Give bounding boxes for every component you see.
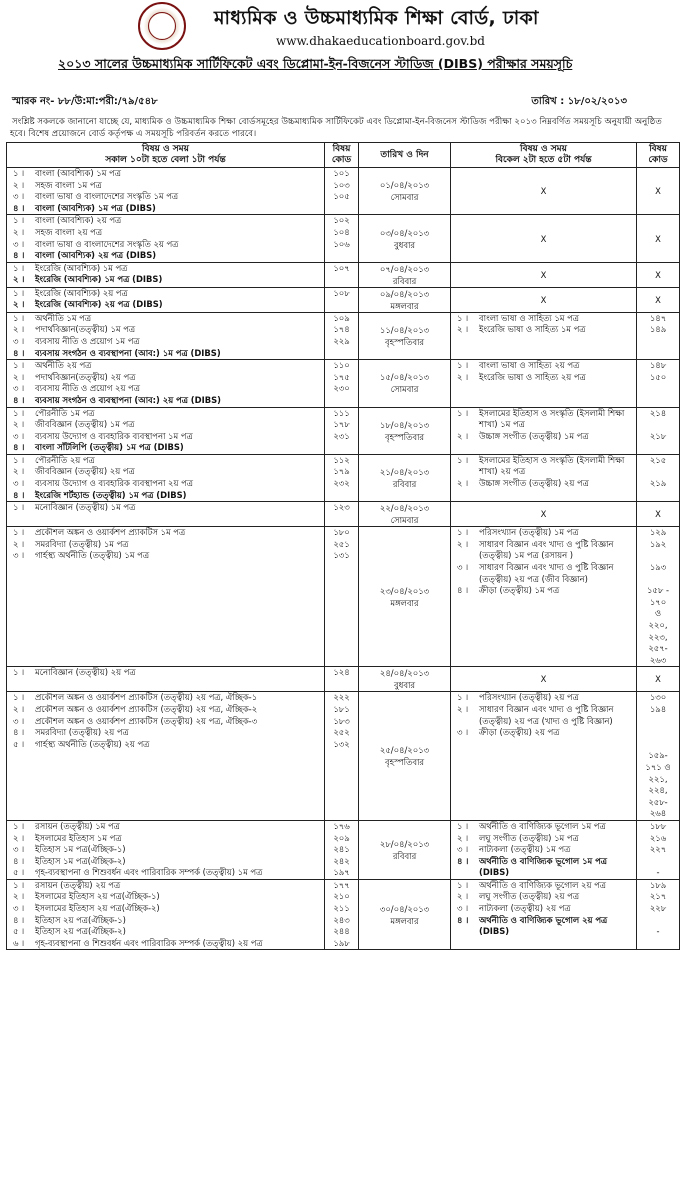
subject-code [639,716,677,728]
subject-code: ১৭৭ [333,879,350,890]
subject-code: ২৩১ [333,430,350,441]
subject-code: ও [654,608,662,619]
subject-code: ১০৮ [333,287,350,298]
exam-title: ২০১৩ সালের উচ্চমাধ্যমিক সার্টিফিকেট এবং ডিপ্লোমা-ইন-বিজনেস স্টাডিজ (DIBS) পরীক্ষার সময়সূচি [58,56,573,71]
subject-line: ১ । ইংরেজি (আবশ্যিক) ২য় পত্র [13,287,128,298]
table-row [7,820,680,879]
subject-line: ১ । ইসলামের ইতিহাস ও সংস্কৃতি (ইসলামী শিক্ষা শাখা) ১ম পত্র [457,407,625,430]
subject-code: ২২৪, [648,785,668,796]
code-header: বিষয় কোড [325,143,359,168]
subject-line: ২ । লঘু সংগীত (তত্ত্বীয়) ১ম পত্র [457,832,579,843]
subject-code: ১৮৩ [333,715,350,726]
subject-code: ১৮০ [333,527,350,538]
afternoon-header: বিষয় ও সময় বিকেল ২টা হতে ৫টা পর্যন্ত [451,143,637,168]
subject-code: ২১৬ [649,832,667,843]
subject-line: ২ । ইংরেজি (আবশ্যিক) ২য় পত্র (DIBS) [13,299,163,310]
subject-line: ২ । ইংরেজি ভাষা ও সাহিত্য ১ম পত্র [457,324,586,335]
morning-header: বিষয় ও সময় সকাল ১০টা হতে বেলা ১টা পর্যন্ত [7,143,325,168]
subject-line: ২ । ইংরেজি ভাষা ও সাহিত্য ২য় পত্র [457,371,586,382]
table-row [7,407,680,454]
subject-line: ১ । মনোবিজ্ঞান (তত্ত্বীয়) ১ম পত্র [13,502,136,513]
table-row [7,360,680,407]
subject-code [639,915,677,927]
subject-line: ২ । সহজ বাংলা ১ম পত্র [13,179,102,190]
subject-code: - [656,867,660,878]
subject-line: ৪ । ইতিহাস ১ম পত্র(ঐচ্ছিক-২) [13,855,126,866]
subject-code: ১২৯ [649,527,667,538]
subject-line: ২ । সহজ বাংলা ২য় পত্র [13,226,102,237]
no-exam-mark: X [637,667,680,692]
subject-code: ১৯৭ [333,867,350,878]
subject-code: ২৬৩ [649,654,667,665]
subject-code: ২৩২ [333,478,350,489]
table-row [7,262,680,287]
subject-code: ২০৯ [333,832,350,843]
subject-line: ১ । রসায়ন (তত্ত্বীয়) ১ম পত্র [13,820,120,831]
subject-line: ১ । অর্থনীতি ও বাণিজ্যিক ভূগোল ১ম পত্র [457,820,606,831]
exam-date: ২২/০৪/২০১৩ সোমবার [359,502,451,527]
subject-line: ২ । উচ্চাঙ্গ সংগীত (তত্ত্বীয়) ২য় পত্র [457,478,589,489]
subject-code: ২১৮ [649,430,667,441]
subject-code: ২২১, [648,773,668,784]
subject-code: ১৪৮ [649,360,667,371]
subject-line: ৪ । অর্থনীতি ও বাণিজ্যিক ভূগোল ১ম পত্র (DIBS) [457,855,607,878]
subject-code: ১৭০ [649,596,667,607]
subject-code: ১০১ [333,168,350,178]
subject-line: ৫ । গার্হস্থ্য অর্থনীতি (তত্ত্বীয়) ২য় পত্র [13,738,150,749]
no-exam-mark: X [451,168,637,215]
subject-line: ৫ । ইতিহাস ২য় পত্র(ঐচ্ছিক-২) [13,926,126,937]
subject-line: ৩ । প্রকৌশল অঙ্কন ও ওয়ার্কশপ প্র্যাকটিস (তত্ত্বীয়) ২য় পত্র, ঐচ্ছিক-৩ [13,715,258,726]
subject-line: ২ । সমরবিদ্যা (তত্ত্বীয়) ১ম পত্র [13,538,129,549]
subject-code: ১৯৪ [649,703,667,714]
subject-code: ১৮৮ [649,820,667,831]
table-row [7,667,680,692]
subject-code: ২৪১ [333,844,350,855]
subject-code: ২২৯ [333,335,350,346]
subject-code: ১১১ [333,407,350,418]
subject-line: ৩ । ব্যবসায় উদ্যোগ ও ব্যবহারিক ব্যবস্থাপনা ২য় পত্র [13,478,193,489]
subject-line: ১ । পরিসংখ্যান (তত্ত্বীয়) ২য় পত্র [457,692,579,703]
subject-code: ১৩২ [333,738,350,749]
subject-line: ৩ । নাট্যকলা (তত্ত্বীয়) ২য় পত্র [457,903,571,914]
subject-code [327,348,356,360]
subject-code: ১৫৮ - [647,585,669,596]
subject-code [327,203,356,215]
subject-code [327,490,356,502]
subject-code [639,466,677,478]
subject-code: ১৫০ [649,371,667,382]
no-exam-mark: X [451,667,637,692]
subject-line: ৩ । নাট্যকলা (তত্ত্বীয়) ১ম পত্র [457,844,571,855]
subject-line: ৩ । বাংলা ভাষা ও বাংলাদেশের সংস্কৃতি ২য় পত্র [13,238,179,249]
subject-line: ৩ । সাধারণ বিজ্ঞান এবং খাদ্য ও পুষ্টি বিজ্ঞান (তত্ত্বীয়) ২য় পত্র (জীব বিজ্ঞান) [457,562,614,584]
subject-code: ২১৪ [649,407,667,418]
subject-code: ১৮১ [333,703,350,714]
subject-line: ৫ । গৃহ-ব্যবস্থাপনা ও শিশুবর্ধন এবং পারিবারিক সম্পর্ক (তত্ত্বীয়) ১ম পত্র [13,867,263,878]
subject-code: ১৭৬ [333,820,350,831]
issue-date: তারিখ : ১৮/০২/২০১৩ [531,96,627,107]
subject-code: ১৪৭ [649,312,667,323]
subject-line: ২ । প্রকৌশল অঙ্কন ও ওয়ার্কশপ প্র্যাকটিস (তত্ত্বীয়) ২য় পত্র, ঐচ্ছিক-২ [13,703,258,714]
exam-date: ২৪/০৪/২০১৩ বুধবার [359,667,451,692]
subject-code: ১৪৯ [649,324,667,335]
subject-line: ১ । পৌরনীতি ১ম পত্র [13,407,95,418]
subject-code: ২১০ [333,891,350,902]
subject-code: ১৯২ [649,538,667,549]
subject-code: ১০৯ [333,312,350,323]
table-header-row [7,143,680,168]
subject-code: - [656,926,660,937]
subject-line: ৩ । ব্যবসায় নীতি ও প্রয়োগ ২য় পত্র [13,383,140,394]
exam-schedule-table [6,142,680,950]
subject-line: ২ । জীববিজ্ঞান (তত্ত্বীয়) ২য় পত্র [13,466,135,477]
subject-line: ৩ । ইসলামের ইতিহাস ২য় পত্র(ঐচ্ছিক-২) [13,903,160,914]
subject-code: ২৬৪ [649,808,667,819]
subject-code: ২৫৮- [648,796,668,807]
exam-date: ২৮/০৪/২০১৩ রবিবার [359,820,451,879]
subject-line: ৪ । ব্যবসায় সংগঠন ও ব্যবস্থাপনা (আব:) ২য় পত্র (DIBS) [13,394,221,405]
subject-line: ১ । বাংলা ভাষা ও সাহিত্য ২য় পত্র [457,360,580,371]
subject-code: ২৫১ [333,538,350,549]
subject-line: ৩ । বাংলা ভাষা ও বাংলাদেশের সংস্কৃতি ১ম পত্র [13,191,179,202]
no-exam-mark: X [451,502,637,527]
subject-code: ২১৭ [649,891,667,902]
subject-code: ২৪৩ [333,914,350,925]
subject-code [327,395,356,407]
exam-date: ০৯/০৪/২০১৩ মঙ্গলবার [359,287,451,312]
subject-line: ৬ । গৃহ-ব্যবস্থাপনা ও শিশুবর্ধন এবং পারিবারিক সম্পর্ক (তত্ত্বীয়) ২য় পত্র [13,937,263,948]
subject-line: ৪ । ইতিহাস ২য় পত্র(ঐচ্ছিক-১) [13,914,126,925]
subject-line: ১ । পরিসংখ্যান (তত্ত্বীয়) ১ম পত্র [457,527,579,538]
subject-code: ১০৬ [333,238,350,249]
subject-line: ১ । ইংরেজি (আবশ্যিক) ১ম পত্র [13,262,128,273]
subject-line: ২ । পদার্থবিজ্ঞান(তত্ত্বীয়) ১ম পত্র [13,324,136,335]
subject-code [327,442,356,454]
subject-line: ১ । বাংলা ভাষা ও সাহিত্য ১ম পত্র [457,312,579,323]
exam-date: ২৩/০৪/২০১৩ মঙ্গলবার [359,527,451,667]
table-row [7,312,680,359]
exam-date: ০১/০৪/২০১৩ সোমবার [359,168,451,215]
subject-code: ২২২ [333,692,350,703]
subject-code: ১৩০ [649,692,667,703]
exam-date: ১৫/০৪/২০১৩ সোমবার [359,360,451,407]
subject-code: ১০৫ [333,191,350,202]
subject-line: ১ । অর্থনীতি ১ম পত্র [13,312,91,323]
exam-date: ০৩/০৪/২০১৩ বুধবার [359,215,451,262]
table-row [7,692,680,821]
no-exam-mark: X [637,287,680,312]
subject-code: ১৯৮ [333,937,350,948]
subject-line: ৩ । ইতিহাস ১ম পত্র(ঐচ্ছিক-১) [13,844,126,855]
subject-line: ৪ । বাংলা (আবশ্যিক) ১ম পত্র (DIBS) [13,202,156,213]
subject-line: ১ । প্রকৌশল অঙ্কন ও ওয়ার্কশপ প্র্যাকটিস ১ম পত্র [13,527,186,538]
board-logo [138,2,186,50]
subject-code: ১৮৯ [649,879,667,890]
subject-code: ১২৪ [333,667,350,678]
subject-line: ১ । প্রকৌশল অঙ্কন ও ওয়ার্কশপ প্র্যাকটিস (তত্ত্বীয়) ২য় পত্র, ঐচ্ছিক-১ [13,692,258,703]
subject-line: ৩ । ব্যবসায় নীতি ও প্রয়োগ ১ম পত্র [13,335,140,346]
no-exam-mark: X [451,215,637,262]
subject-code: ২১১ [333,903,350,914]
subject-code: ১৭৫ [333,371,350,382]
subject-code [639,550,677,562]
subject-line: ৪ । ব্যবসায় সংগঠন ও ব্যবস্থাপনা (আব:) ১ম পত্র (DIBS) [13,347,221,358]
subject-code: ২১৯ [649,478,667,489]
exam-date: ১১/০৪/২০১৩ বৃহস্পতিবার [359,312,451,359]
subject-code [639,574,677,586]
subject-line: ৩ । ব্যবসায় উদ্যোগ ও ব্যবহারিক ব্যবস্থাপনা ১ম পত্র [13,430,193,441]
subject-line: ২ । সাধারণ বিজ্ঞান এবং খাদ্য ও পুষ্টি বিজ্ঞান (তত্ত্বীয়) ২য় পত্র (খাদ্য ও পুষ্টি বিজ্ঞান) [457,703,614,726]
subject-line: ১ । বাংলা (আবশ্যিক) ১ম পত্র [13,168,121,178]
subject-code: ১৭১ ও [645,761,671,772]
subject-code: ১৩১ [333,550,350,561]
subject-code: ১৫৯- [648,750,668,761]
subject-line: ৩ । ক্রীড়া (তত্ত্বীয়) ২য় পত্র [457,727,560,738]
subject-line: ১ । পৌরনীতি ২য় পত্র [13,454,95,465]
table-row [7,502,680,527]
subject-line: ২ । সাধারণ বিজ্ঞান এবং খাদ্য ও পুষ্টি বিজ্ঞান (তত্ত্বীয়) ১ম পত্র (রসায়ন ) [457,538,614,561]
subject-line: ৪ । বাংলা (আবশ্যিক) ২য় পত্র (DIBS) [13,250,157,261]
subject-code [639,739,677,751]
subject-line: ২ । ইসলামের ইতিহাস ১ম পত্র [13,832,122,843]
subject-line: ৪ । বাংলা সাঁটলিপি (তত্ত্বীয়) ১ম পত্র (DIBS) [13,442,184,453]
no-exam-mark: X [451,262,637,287]
subject-code: ১৭৪ [333,324,350,335]
exam-date: ২১/০৪/২০১৩ রবিবার [359,454,451,501]
subject-code: ২৫২ [333,727,350,738]
no-exam-mark: X [637,215,680,262]
subject-code: ১০৪ [333,226,350,237]
subject-code: ১২৩ [333,502,350,513]
memo-number: স্মারক নং- ৮৮/উ:মা:পরী:/৭৯/৫৪৮ [12,96,158,107]
subject-line: ৩ । গার্হস্থ্য অর্থনীতি (তত্ত্বীয়) ১ম পত্র [13,550,150,561]
subject-line: ২ । ইসলামের ইতিহাস ২য় পত্র(ঐচ্ছিক-১) [13,891,160,902]
no-exam-mark: X [637,262,680,287]
subject-code: ১৯৩ [649,562,667,573]
subject-code: ১০৭ [333,262,350,273]
table-row [7,168,680,215]
board-name: মাধ্যমিক ও উচ্চমাধ্যমিক শিক্ষা বোর্ড, ঢাকা [214,7,539,29]
subject-code: ২২৮ [649,903,667,914]
exam-date: ৩০/০৪/২০১৩ মঙ্গলবার [359,879,451,950]
exam-date: ০৭/০৪/২০১৩ রবিবার [359,262,451,287]
subject-line: ১ । অর্থনীতি ও বাণিজ্যিক ভূগোল ২য় পত্র [457,879,606,890]
subject-code [327,299,356,311]
subject-code: ১০২ [333,215,350,226]
date-header: তারিখ ও দিন [359,143,451,168]
subject-line: ১ । রসায়ন (তত্ত্বীয়) ২য় পত্র [13,879,121,890]
no-exam-mark: X [637,168,680,215]
exam-date: ১৮/০৪/২০১৩ বৃহস্পতিবার [359,407,451,454]
no-exam-mark: X [451,287,637,312]
subject-line: ১ । ইসলামের ইতিহাস ও সংস্কৃতি (ইসলামী শিক্ষা শাখা) ২য় পত্র [457,454,625,477]
subject-line: ৪ । সমরবিদ্যা (তত্ত্বীয়) ২য় পত্র [13,727,129,738]
subject-code [327,274,356,286]
subject-line: ২ । উচ্চাঙ্গ সংগীত (তত্ত্বীয়) ১ম পত্র [457,430,589,441]
subject-code [639,856,677,868]
subject-code: ২২০, [648,620,668,630]
subject-line: ১ । অর্থনীতি ২য় পত্র [13,360,92,371]
subject-code: ১৭৯ [333,466,350,477]
subject-code: ১৭৮ [333,419,350,430]
subject-code: ১০৩ [333,179,350,190]
subject-line: ৪ । ইংরেজি শর্টহ্যান্ড (তত্ত্বীয়) ১ম পত্র (DIBS) [13,489,187,500]
subject-line: ৪ । অর্থনীতি ও বাণিজ্যিক ভূগোল ২য় পত্র (DIBS) [457,914,608,937]
subject-code: ১১০ [333,360,350,371]
subject-code: ২৪২ [333,855,350,866]
table-row [7,527,680,667]
exam-date: ২৫/০৪/২০১৩ বৃহস্পতিবার [359,692,451,821]
subject-code: ২১৫ [649,454,667,465]
subject-line: ২ । ইংরেজি (আবশ্যিক) ১ম পত্র (DIBS) [13,274,163,285]
subject-code: ২৫৭- [648,643,668,654]
schedule-body [7,168,680,950]
no-exam-mark: X [637,502,680,527]
notice-text: সংশ্লিষ্ট সকলকে জানানো যাচ্ছে যে, মাধ্যমিক ও উচ্চমাধ্যমিক শিক্ষা বোর্ডসমূহের উচ্চমাধ্যমিক সার্টিফিকেট এবং ডিপ্লোমা-ইন-বিজনেস স্টাডিজ পরীক্ষা ২০১৩ নিম্নবর্ণিত সময়সূচি অনুযায়ী অনুষ্ঠিত হবে। বিশেষ প্রয়োজনে বোর্ড কর্তৃপক্ষ এ সময়সূচি পরিবর্তন করতে পারবে। [10,117,662,139]
table-row [7,454,680,501]
code2-header: বিষয় কোড [637,143,680,168]
subject-code: ২২৩, [648,631,668,642]
subject-code: ২২৭ [649,844,667,855]
table-row [7,879,680,950]
website-link[interactable]: www.dhakaeducationboard.gov.bd [276,34,485,48]
document-header [6,0,679,82]
subject-code: ২৪৪ [333,926,350,937]
subject-line: ১ । বাংলা (আবশ্যিক) ২য় পত্র [13,215,122,226]
subject-code [327,250,356,262]
memo-row [6,92,679,110]
subject-line: ৪ । ক্রীড়া (তত্ত্বীয়) ১ম পত্র [457,585,560,596]
subject-line: ১ । মনোবিজ্ঞান (তত্ত্বীয়) ২য় পত্র [13,667,136,678]
table-row [7,287,680,312]
subject-code [639,727,677,739]
subject-line: ২ । জীববিজ্ঞান (তত্ত্বীয়) ১ম পত্র [13,419,135,430]
subject-line: ২ । লঘু সংগীত (তত্ত্বীয়) ২য় পত্র [457,891,579,902]
subject-code [639,419,677,431]
table-row [7,215,680,262]
subject-code: ১১২ [333,454,350,465]
subject-code: ২৩০ [333,383,350,394]
subject-line: ২ । পদার্থবিজ্ঞান(তত্ত্বীয়) ২য় পত্র [13,371,136,382]
